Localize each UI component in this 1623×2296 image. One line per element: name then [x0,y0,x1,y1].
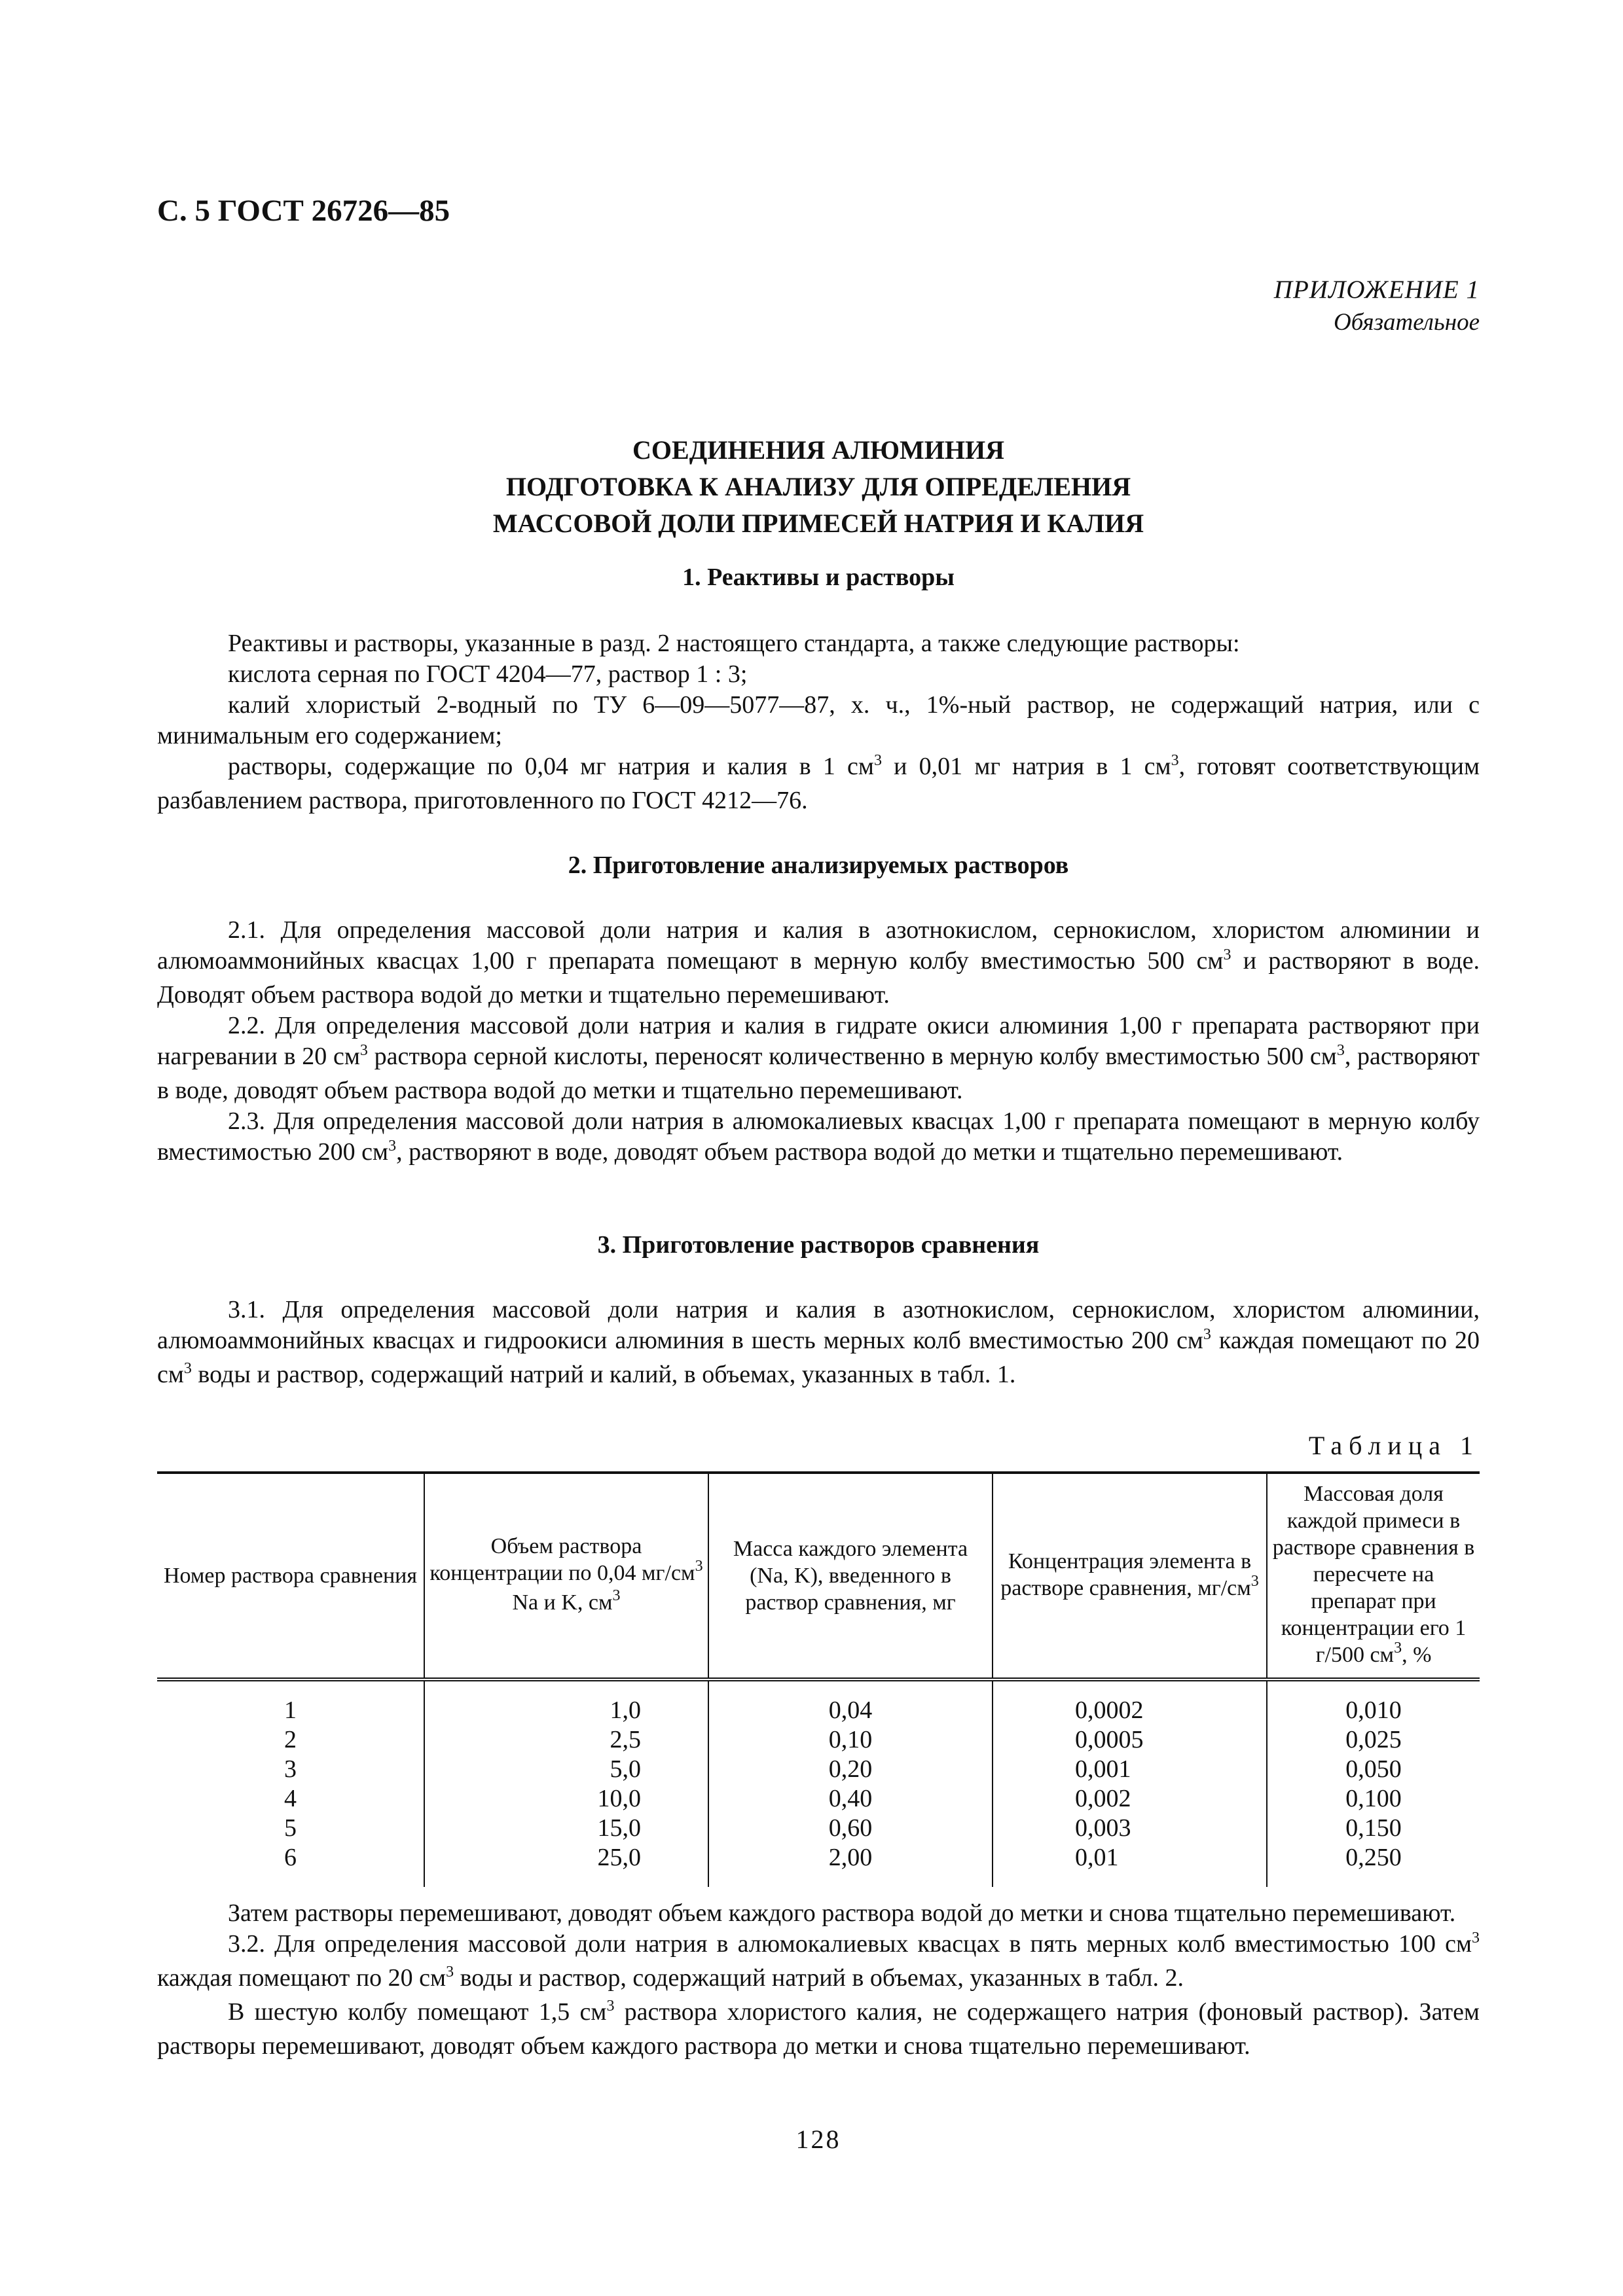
table-cell: 0,010 [1267,1679,1480,1725]
text-run: раствора хлористого калия, не содержащего натрия (фоновый раствор). Затем растворы перемешивают, доводят объем каждого раствора до метки и снова тщательно перемешивают. [157,1998,1480,2060]
superscript: 3 [1203,1326,1211,1343]
superscript: 3 [446,1964,454,1981]
text-run: , растворяют в воде, доводят объем раствора водой до метки и тщательно перемешивают. [157,1043,1480,1104]
paragraph: кислота серная по ГОСТ 4204—77, раствор 1 : 3; [228,660,748,688]
table-cell: 0,60 [708,1814,993,1843]
title-line: МАССОВОЙ ДОЛИ ПРИМЕСЕЙ НАТРИЯ И КАЛИЯ [492,509,1144,538]
paragraph [157,1106,1480,1171]
table-cell: 6 [284,1844,297,1871]
column-header [1267,1473,1480,1679]
text-run: воды и раствор, содержащий натрий и калий, в объемах, указанных в табл. 1. [191,1361,1016,1388]
superscript: 3 [1223,946,1231,963]
text-run: Na и K, см [512,1590,613,1615]
table-cell: 0,002 [993,1784,1267,1814]
superscript: 3 [1472,1929,1480,1946]
page-number: 128 [795,2125,841,2154]
table-cell: 5,0 [424,1755,708,1784]
table-cell: 0,250 [1267,1843,1480,1887]
superscript: 3 [183,1360,192,1377]
table-row [157,1725,1480,1755]
paragraph [157,1295,1480,1393]
table-caption: Таблица 1 [1308,1431,1480,1460]
table-cell: 0,150 [1267,1814,1480,1843]
section-3-body [157,1295,1480,1393]
text-run: и 0,01 мг натрия в 1 см [881,753,1171,780]
paragraph: Затем растворы перемешивают, доводят объем каждого раствора водой до метки и снова тщательно перемешивают. [228,1899,1456,1927]
superscript: 3 [1250,1572,1259,1590]
section-2-body [157,915,1480,1171]
section-heading-1: 1. Реактивы и растворы [682,564,955,591]
table-row [157,1843,1480,1887]
text-run: 2.2. Для определения массовой доли натрия и калия в гидрате окиси алюминия 1,00 г препарата растворяют при нагревании в 20 см [157,1012,1480,1070]
superscript: 3 [1394,1640,1402,1657]
table-cell: 0,10 [708,1725,993,1755]
text-run: раствора серной кислоты, переносят количественно в мерную колбу вместимостью 500 см [367,1043,1337,1070]
paragraph [157,1929,1480,1997]
section-heading-2: 2. Приготовление анализируемых растворов [568,852,1069,879]
table-cell: 0,0005 [993,1725,1267,1755]
superscript: 3 [1336,1042,1345,1059]
text-run: , растворяют в воде, доводят объем раствора водой до метки и тщательно перемешивают. [396,1138,1343,1166]
table-cell: 15,0 [424,1814,708,1843]
text-run: , % [1402,1643,1432,1667]
paragraph [157,1011,1480,1106]
section-1-body [157,628,1480,816]
text-run: 3.1. Для определения массовой доли натрия и калия в азотнокислом, сернокислом, хлористом алюминии, алюмоаммонийных квасцах и гидроокиси алюминия в шесть мерных колб вместимостью 200 см [157,1296,1480,1354]
superscript: 3 [388,1138,397,1155]
column-header [993,1473,1267,1679]
table-cell: 1 [284,1696,297,1724]
table-cell: 10,0 [424,1784,708,1814]
paragraph [157,915,1480,1011]
table-cell: 0,40 [708,1784,993,1814]
paragraph [157,751,1480,816]
table-cell: 2,5 [424,1725,708,1755]
text-run: , готовят соответствующим разбавлением раствора, приготовленного по ГОСТ 4212—76. [157,753,1480,814]
column-header: Масса каждого элемента (Na, K), введенного в раствор сравнения, мг [708,1473,993,1679]
text-run: каждая помещают по 20 см [157,1327,1480,1388]
table-cell: 0,20 [708,1755,993,1784]
section-heading-3: 3. Приготовление растворов сравнения [597,1231,1040,1259]
text-run: Массовая доля каждой примеси в растворе сравнения в пересчете на препарат при концентрации его 1 г/500 см [1272,1482,1475,1667]
appendix-status: Обязательное [1333,309,1480,336]
text-run: и растворяют в воде. Доводят объем раствора водой до метки и тщательно перемешивают. [157,947,1480,1009]
text-run: В шестую колбу помещают 1,5 см [228,1998,607,2026]
text-run: воды и раствор, содержащий натрий в объемах, указанных в табл. 2. [454,1964,1184,1992]
table-cell: 4 [284,1785,297,1812]
table-cell: 0,0002 [993,1679,1267,1725]
paragraph: Реактивы и растворы, указанные в разд. 2 настоящего стандарта, а также следующие растворы: [228,630,1240,657]
table-cell: 1,0 [424,1679,708,1725]
running-head: С. 5 ГОСТ 26726—85 [157,194,450,228]
table-1 [157,1471,1480,1887]
table-cell: 0,003 [993,1814,1267,1843]
text-run: растворы, содержащие по 0,04 мг натрия и калия в 1 см [228,753,874,780]
table-cell: 5 [284,1814,297,1842]
title-line: ПОДГОТОВКА К АНАЛИЗУ ДЛЯ ОПРЕДЕЛЕНИЯ [505,472,1131,501]
table-cell: 0,04 [708,1679,993,1725]
superscript: 3 [695,1558,703,1575]
text-run: каждая помещают по 20 см [157,1964,447,1992]
table-row [157,1679,1480,1725]
section-3-body-continued [157,1898,1480,2062]
table-cell: 0,025 [1267,1725,1480,1755]
table-cell: 3 [284,1755,297,1783]
superscript: 3 [612,1587,621,1604]
superscript: 3 [606,1998,615,2015]
paragraph: калий хлористый 2-водный по ТУ 6—09—5077—87, х. ч., 1%-ный раствор, не содержащий натрия, или с минимальным его содержанием; [157,691,1480,749]
table-cell: 0,001 [993,1755,1267,1784]
superscript: 3 [873,752,882,769]
paragraph [157,1997,1480,2062]
text-run: 2.3. Для определения массовой доли натрия в алюмокалиевых квасцах 1,00 г препарата помещают в мерную колбу вместимостью 200 см [157,1107,1480,1166]
table-cell: 2,00 [708,1843,993,1887]
column-header [424,1473,708,1679]
table-cell: 0,01 [993,1843,1267,1887]
text-run: 3.2. Для определения массовой доли натрия в алюмокалиевых квасцах в пять мерных колб вместимостью 100 см [228,1930,1472,1958]
text-run: Концентрация элемента в растворе сравнения, мг/см [1000,1549,1252,1600]
table-row [157,1784,1480,1814]
superscript: 3 [359,1042,368,1059]
appendix-label [1274,275,1480,336]
superscript: 3 [1171,752,1179,769]
title-line: СОЕДИНЕНИЯ АЛЮМИНИЯ [632,435,1004,465]
table-cell: 2 [284,1726,297,1753]
appendix-number: ПРИЛОЖЕНИЕ 1 [1273,276,1480,304]
column-header: Номер раствора сравнения [157,1473,424,1679]
table-cell: 25,0 [424,1843,708,1887]
table-row [157,1755,1480,1784]
text-run: Объем раствора концентрации по 0,04 мг/см [429,1534,695,1585]
table-row [157,1814,1480,1843]
table-cell: 0,100 [1267,1784,1480,1814]
table-cell: 0,050 [1267,1755,1480,1784]
document-title [157,432,1480,542]
text-run: 2.1. Для определения массовой доли натрия и калия в азотнокислом, сернокислом, хлористом алюминии и алюмоаммонийных квасцах 1,00 г препарата помещают в мерную колбу вместимостью 500 см [157,916,1480,975]
